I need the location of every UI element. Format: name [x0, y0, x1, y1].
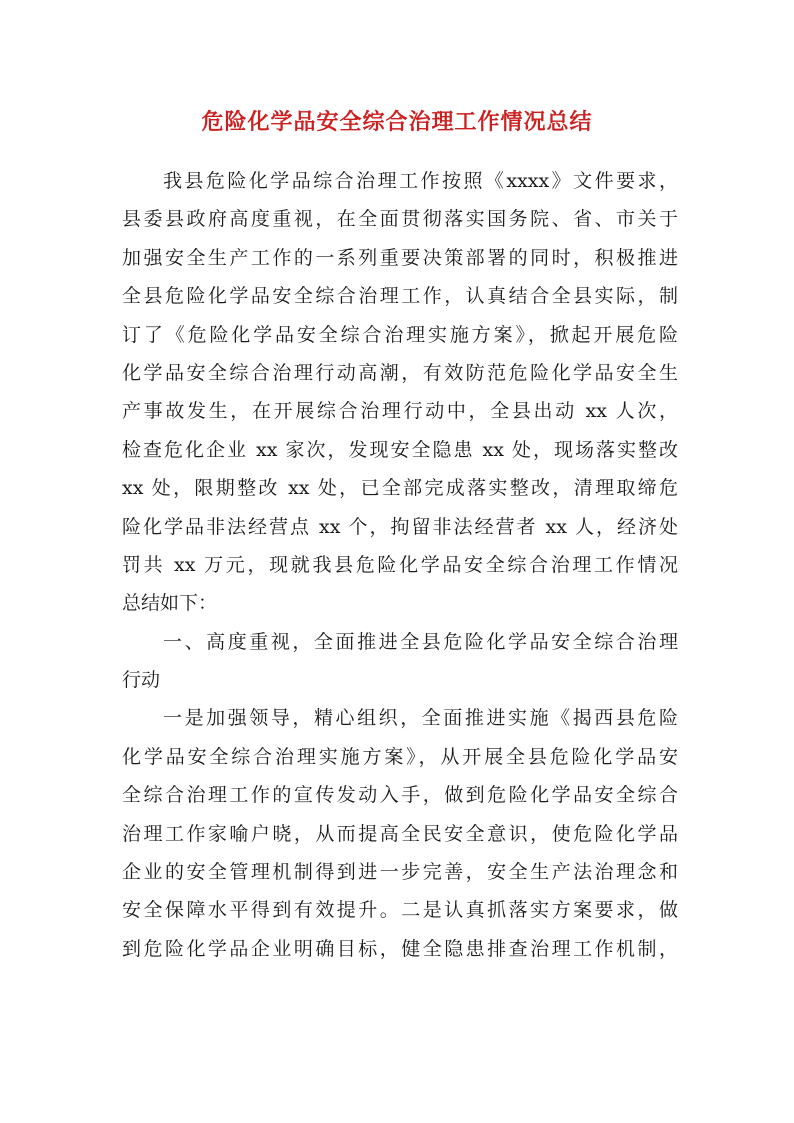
- document-title: 危险化学品安全综合治理工作情况总结: [201, 109, 593, 135]
- section-heading-line: 行动: [122, 669, 161, 692]
- paragraph-line: xx 处，限期整改 xx 处，已全部完成落实整改，清理取缔危: [122, 477, 678, 500]
- paragraph-line: 化学品安全综合治理行动高潮，有效防范危险化学品安全生: [122, 361, 678, 384]
- paragraph-line: 检查危化企业 xx 家次，发现安全隐患 xx 处，现场落实整改: [122, 438, 678, 461]
- section-heading-line: 一、高度重视，全面推进全县危险化学品安全综合治理: [163, 630, 678, 653]
- paragraph-line: 总结如下：: [122, 592, 218, 615]
- paragraph-line: 安全保障水平得到有效提升。二是认真抓落实方案要求，做: [122, 899, 678, 922]
- paragraph-line: 全县危险化学品安全综合治理工作，认真结合全县实际，制: [122, 285, 678, 308]
- paragraph-line: 企业的安全管理机制得到进一步完善，安全生产法治理念和: [122, 861, 678, 884]
- paragraph-line: 治理工作家喻户晓，从而提高全民安全意识，使危险化学品: [122, 822, 678, 845]
- paragraph-line: 订了《危险化学品安全综合治理实施方案》，掀起开展危险: [122, 323, 678, 346]
- paragraph-line: 产事故发生，在开展综合治理行动中，全县出动 xx 人次，: [122, 400, 678, 423]
- paragraph-line: 县委县政府高度重视，在全面贯彻落实国务院、省、市关于: [122, 208, 678, 231]
- paragraph-line: 罚共 xx 万元，现就我县危险化学品安全综合治理工作情况: [122, 553, 678, 576]
- document-body: [122, 162, 678, 968]
- paragraph-line: 全综合治理工作的宣传发动入手，做到危险化学品安全综合: [122, 784, 678, 807]
- paragraph-line: 加强安全生产工作的一系列重要决策部署的同时，积极推进: [122, 246, 678, 269]
- paragraph-line: 化学品安全综合治理实施方案》，从开展全县危险化学品安: [122, 745, 678, 768]
- paragraph-line: 到危险化学品企业明确目标，健全隐患排查治理工作机制，: [122, 937, 678, 960]
- paragraph-line: 一是加强领导，精心组织，全面推进实施《揭西县危险: [163, 707, 678, 730]
- paragraph-line: 我县危险化学品综合治理工作按照《xxxx》文件要求，: [163, 170, 678, 192]
- paragraph-line: 险化学品非法经营点 xx 个，拘留非法经营者 xx 人，经济处: [122, 515, 678, 538]
